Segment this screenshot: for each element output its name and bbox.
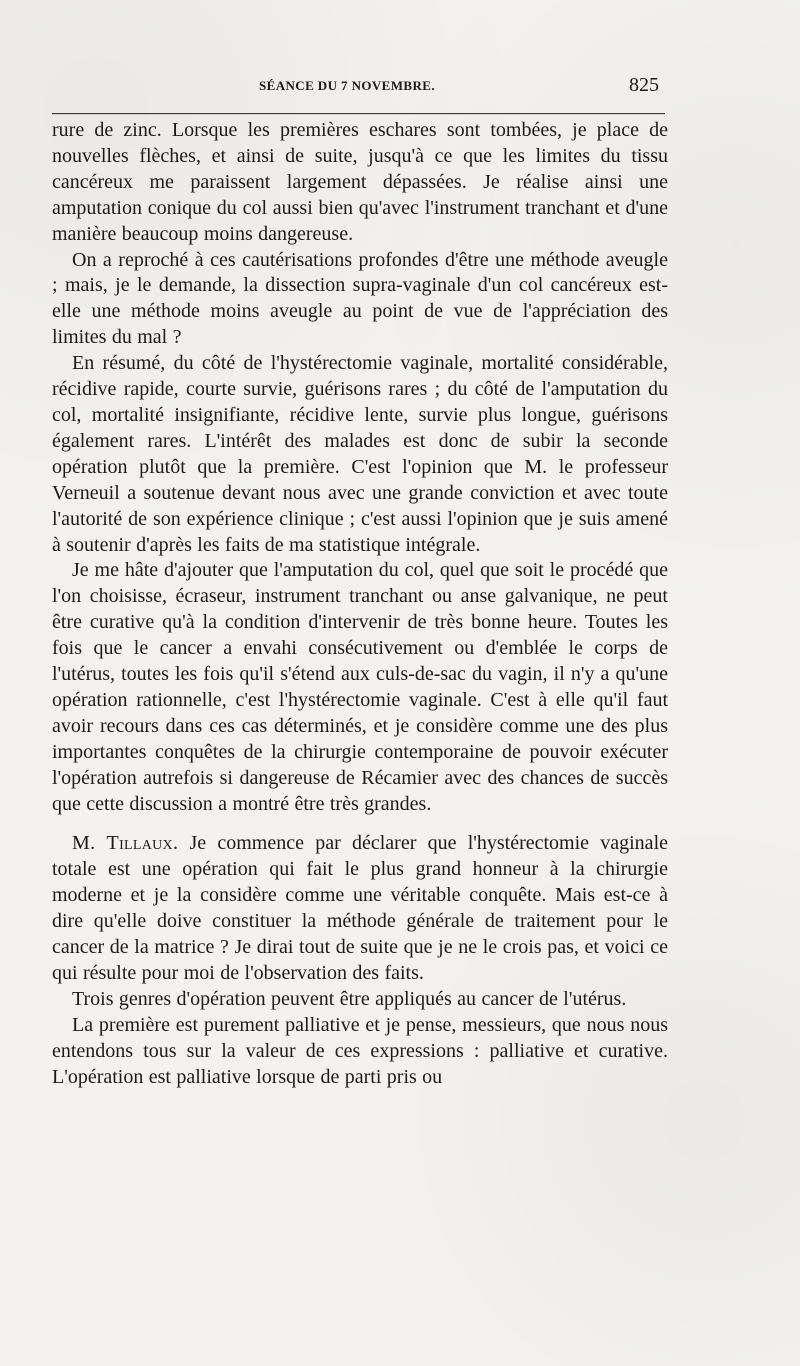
paragraph-text: Je me hâte d'ajouter que l'amputation du col, quel que soit le procédé que l'on choisisse, écraseur, instrument tranchant ou anse galvanique, ne peut être curative qu'à la condition d'intervenir de très bonne heure. Toutes les fois que le cancer a envahi consécutivement ou d'emblée le corps de l'utérus, toutes les fois qu'il s'étend aux culs-de-sac du vagin, il n'y a qu'une opération rationnelle, c'est l'hystérectomie vaginale. C'est à elle qu'il faut avoir recours dans ces cas déterminés, et je considère comme une des plus importantes conquêtes de la chirurgie contemporaine de pouvoir exécuter l'opération autrefois si dangereuse de Récamier avec des chances de succès que cette discussion a montré être très grandes. [52, 559, 668, 815]
paragraph-text: En résumé, du côté de l'hystérectomie vaginale, mortalité considérable, récidive rapide, courte survie, guérisons rares ; du côté de l'amputation du col, mortalité insignifiante, récidive lente, survie plus longue, guérisons également rares. L'intérêt des malades est donc de subir la seconde opération plutôt que la première. C'est l'opinion que M. le professeur Verneuil a soutenue devant nous avec une grande conviction et avec toute l'autorité de son expérience clinique ; c'est aussi l'opinion que je suis amené à soutenir d'après les faits de ma statistique intégrale. [52, 352, 668, 556]
paragraph-text: Trois genres d'opération peuvent être appliqués au cancer de l'utérus. [72, 987, 627, 1010]
speaker-name: M. Tillaux. [72, 832, 179, 855]
running-title: SÉANCE DU 7 NOVEMBRE. [259, 78, 435, 93]
paragraph-text: Je commence par déclarer que l'hystérectomie vaginale totale est une opération qui fait le plus grand honneur à la chirurgie moderne et je la considère comme une véritable conquête. Mais est-ce à dire qu'elle doive constituer la méthode générale de traitement pour le cancer de la matrice ? Je dirai tout de suite que je ne le crois pas, et voici ce qui résulte pour moi de l'observation des faits. [52, 832, 668, 984]
header-rule [52, 113, 665, 114]
paragraph-amputation [52, 558, 668, 817]
page-header [52, 74, 665, 104]
body-text [52, 118, 668, 1091]
paragraph-three-types [52, 987, 668, 1013]
paragraph-text: La première est purement palliative et je pense, messieurs, que nous nous entendons tous sur la valeur de ces expressions : palliative et curative. L'opération est palliative lorsque de parti pris ou [52, 1013, 668, 1088]
paragraph-summary [52, 351, 668, 558]
paragraph-text: rure de zinc. Lorsque les premières eschares sont tombées, je place de nouvelles flèches, et ainsi de suite, jusqu'à ce que les limites du tissu cancéreux me paraissent largement dépassées. Je réalise ainsi une amputation conique du col aussi bien qu'avec l'instrument tranchant et d'une manière beaucoup moins dangereuse. [52, 119, 668, 245]
page-number: 825 [629, 74, 659, 96]
paragraph-palliative [52, 1013, 668, 1091]
paragraph-continuation [52, 118, 668, 248]
paragraph-text: On a reproché à ces cautérisations profondes d'être une méthode aveugle ; mais, je le demande, la dissection supra-vaginale d'un col cancéreux est-elle une méthode moins aveugle au point de vue de l'appréciation des limites du mal ? [52, 248, 668, 349]
paragraph-cauterisation [52, 248, 668, 352]
paragraph-tillaux [52, 831, 668, 986]
